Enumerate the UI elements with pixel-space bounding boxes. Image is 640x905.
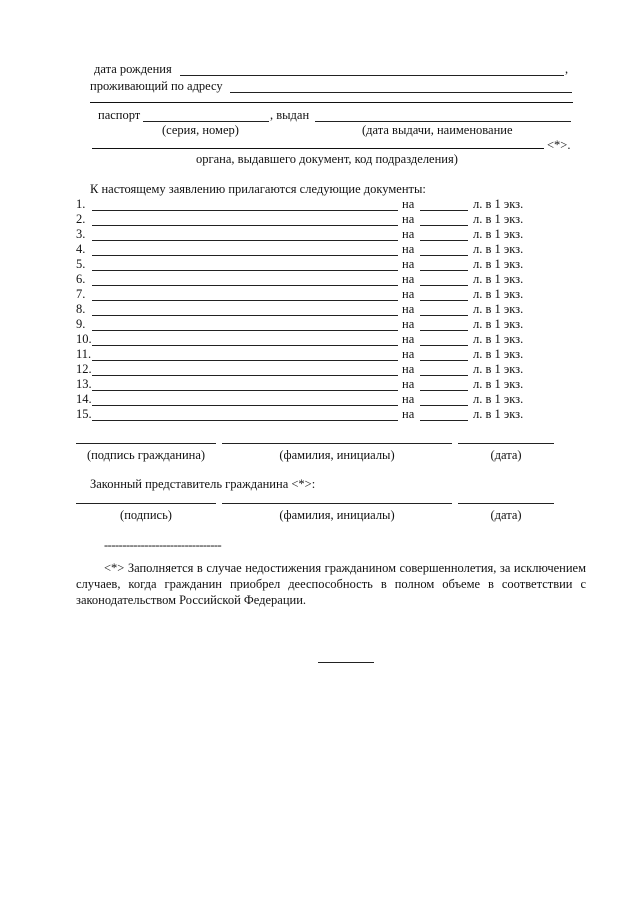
document-name-line[interactable] <box>92 330 398 331</box>
document-sheets-label: л. в 1 экз. <box>473 287 524 301</box>
document-sheets-line[interactable] <box>420 285 468 286</box>
document-on-label: на <box>402 362 415 376</box>
document-number: 12. <box>76 362 92 376</box>
document-sheets-line[interactable] <box>420 315 468 316</box>
document-name-line[interactable] <box>92 360 398 361</box>
rep-signature-line[interactable] <box>76 503 216 504</box>
footnote-text: <*> Заполняется в случае недостижения гражданином совершеннолетия, за исключением случаев, когда гражданин приобрел дееспособность в полном объеме в соответствии с законодательством Российской Федерации. <box>76 561 586 607</box>
document-sheets-line[interactable] <box>420 225 468 226</box>
document-name-line[interactable] <box>92 345 398 346</box>
rep-date-line[interactable] <box>458 503 554 504</box>
document-name-line[interactable] <box>92 420 398 421</box>
passport-label: паспорт <box>98 108 141 122</box>
document-name-line[interactable] <box>92 285 398 286</box>
document-on-label: на <box>402 197 415 211</box>
document-name-line[interactable] <box>92 300 398 301</box>
document-sheets-line[interactable] <box>420 270 468 271</box>
series-caption: (серия, номер) <box>162 123 239 137</box>
document-on-label: на <box>402 212 415 226</box>
document-sheets-label: л. в 1 экз. <box>473 362 524 376</box>
document-sheets-label: л. в 1 экз. <box>473 302 524 316</box>
document-sheets-label: л. в 1 экз. <box>473 272 524 286</box>
document-name-line[interactable] <box>92 405 398 406</box>
document-sheets-label: л. в 1 экз. <box>473 377 524 391</box>
citizen-signature-line[interactable] <box>76 443 216 444</box>
document-name-line[interactable] <box>92 315 398 316</box>
issued-caption-1: (дата выдачи, наименование <box>362 123 513 137</box>
document-sheets-line[interactable] <box>420 420 468 421</box>
document-name-line[interactable] <box>92 210 398 211</box>
address-field-line-2[interactable] <box>90 102 573 103</box>
document-sheets-label: л. в 1 экз. <box>473 257 524 271</box>
document-on-label: на <box>402 272 415 286</box>
citizen-sign-caption: (подпись гражданина) <box>86 448 206 462</box>
document-sheets-line[interactable] <box>420 240 468 241</box>
document-number: 6. <box>76 272 86 286</box>
dob-field-line[interactable] <box>180 75 564 76</box>
page-end-line <box>318 662 374 663</box>
document-on-label: на <box>402 377 415 391</box>
issued-label: , выдан <box>270 108 310 122</box>
document-number: 7. <box>76 287 86 301</box>
document-number: 3. <box>76 227 86 241</box>
document-name-line[interactable] <box>92 240 398 241</box>
document-number: 13. <box>76 377 92 391</box>
document-on-label: на <box>402 407 415 421</box>
document-on-label: на <box>402 227 415 241</box>
documents-intro: К настоящему заявлению прилагаются следующие документы: <box>90 182 426 196</box>
document-on-label: на <box>402 287 415 301</box>
rep-name-caption: (фамилия, инициалы) <box>279 508 395 522</box>
document-sheets-label: л. в 1 экз. <box>473 407 524 421</box>
document-sheets-line[interactable] <box>420 345 468 346</box>
document-sheets-label: л. в 1 экз. <box>473 197 524 211</box>
document-number: 14. <box>76 392 92 406</box>
representative-title: Законный представитель гражданина <*>: <box>90 477 316 491</box>
citizen-name-line[interactable] <box>222 443 452 444</box>
document-number: 1. <box>76 197 86 211</box>
document-name-line[interactable] <box>92 390 398 391</box>
document-name-line[interactable] <box>92 375 398 376</box>
document-on-label: на <box>402 332 415 346</box>
document-sheets-line[interactable] <box>420 375 468 376</box>
document-number: 15. <box>76 407 92 421</box>
document-name-line[interactable] <box>92 270 398 271</box>
document-sheets-label: л. в 1 экз. <box>473 212 524 226</box>
citizen-date-line[interactable] <box>458 443 554 444</box>
document-on-label: на <box>402 392 415 406</box>
address-label: проживающий по адресу <box>90 79 223 93</box>
document-number: 11. <box>76 347 92 361</box>
document-sheets-label: л. в 1 экз. <box>473 392 524 406</box>
document-sheets-label: л. в 1 экз. <box>473 332 524 346</box>
footnote-separator: -------------------------------- <box>104 538 222 552</box>
document-number: 10. <box>76 332 92 346</box>
document-sheets-label: л. в 1 экз. <box>473 347 524 361</box>
document-sheets-line[interactable] <box>420 255 468 256</box>
document-sheets-line[interactable] <box>420 360 468 361</box>
document-on-label: на <box>402 302 415 316</box>
document-sheets-label: л. в 1 экз. <box>473 317 524 331</box>
document-on-label: на <box>402 242 415 256</box>
document-sheets-line[interactable] <box>420 405 468 406</box>
document-number: 8. <box>76 302 86 316</box>
document-number: 2. <box>76 212 86 226</box>
rep-name-line[interactable] <box>222 503 452 504</box>
document-on-label: на <box>402 317 415 331</box>
document-number: 9. <box>76 317 86 331</box>
rep-sign-caption: (подпись) <box>120 508 172 522</box>
dob-end: , <box>565 62 569 76</box>
document-sheets-line[interactable] <box>420 390 468 391</box>
rep-date-caption: (дата) <box>490 508 522 522</box>
document-sheets-line[interactable] <box>420 300 468 301</box>
document-name-line[interactable] <box>92 255 398 256</box>
document-sheets-line[interactable] <box>420 210 468 211</box>
issued-caption-2: органа, выдавшего документ, код подразделения) <box>196 152 458 166</box>
ref-mark: <*>. <box>547 138 571 152</box>
citizen-date-caption: (дата) <box>490 448 522 462</box>
document-on-label: на <box>402 257 415 271</box>
citizen-name-caption: (фамилия, инициалы) <box>279 448 395 462</box>
passport-number-line[interactable] <box>143 121 269 122</box>
document-name-line[interactable] <box>92 225 398 226</box>
document-sheets-label: л. в 1 экз. <box>473 227 524 241</box>
document-sheets-line[interactable] <box>420 330 468 331</box>
document-number: 5. <box>76 257 86 271</box>
address-field-line[interactable] <box>230 92 572 93</box>
issuer-line[interactable] <box>92 148 544 149</box>
dob-label: дата рождения <box>94 62 172 76</box>
document-sheets-label: л. в 1 экз. <box>473 242 524 256</box>
document-number: 4. <box>76 242 86 256</box>
document-on-label: на <box>402 347 415 361</box>
issued-by-line[interactable] <box>315 121 571 122</box>
